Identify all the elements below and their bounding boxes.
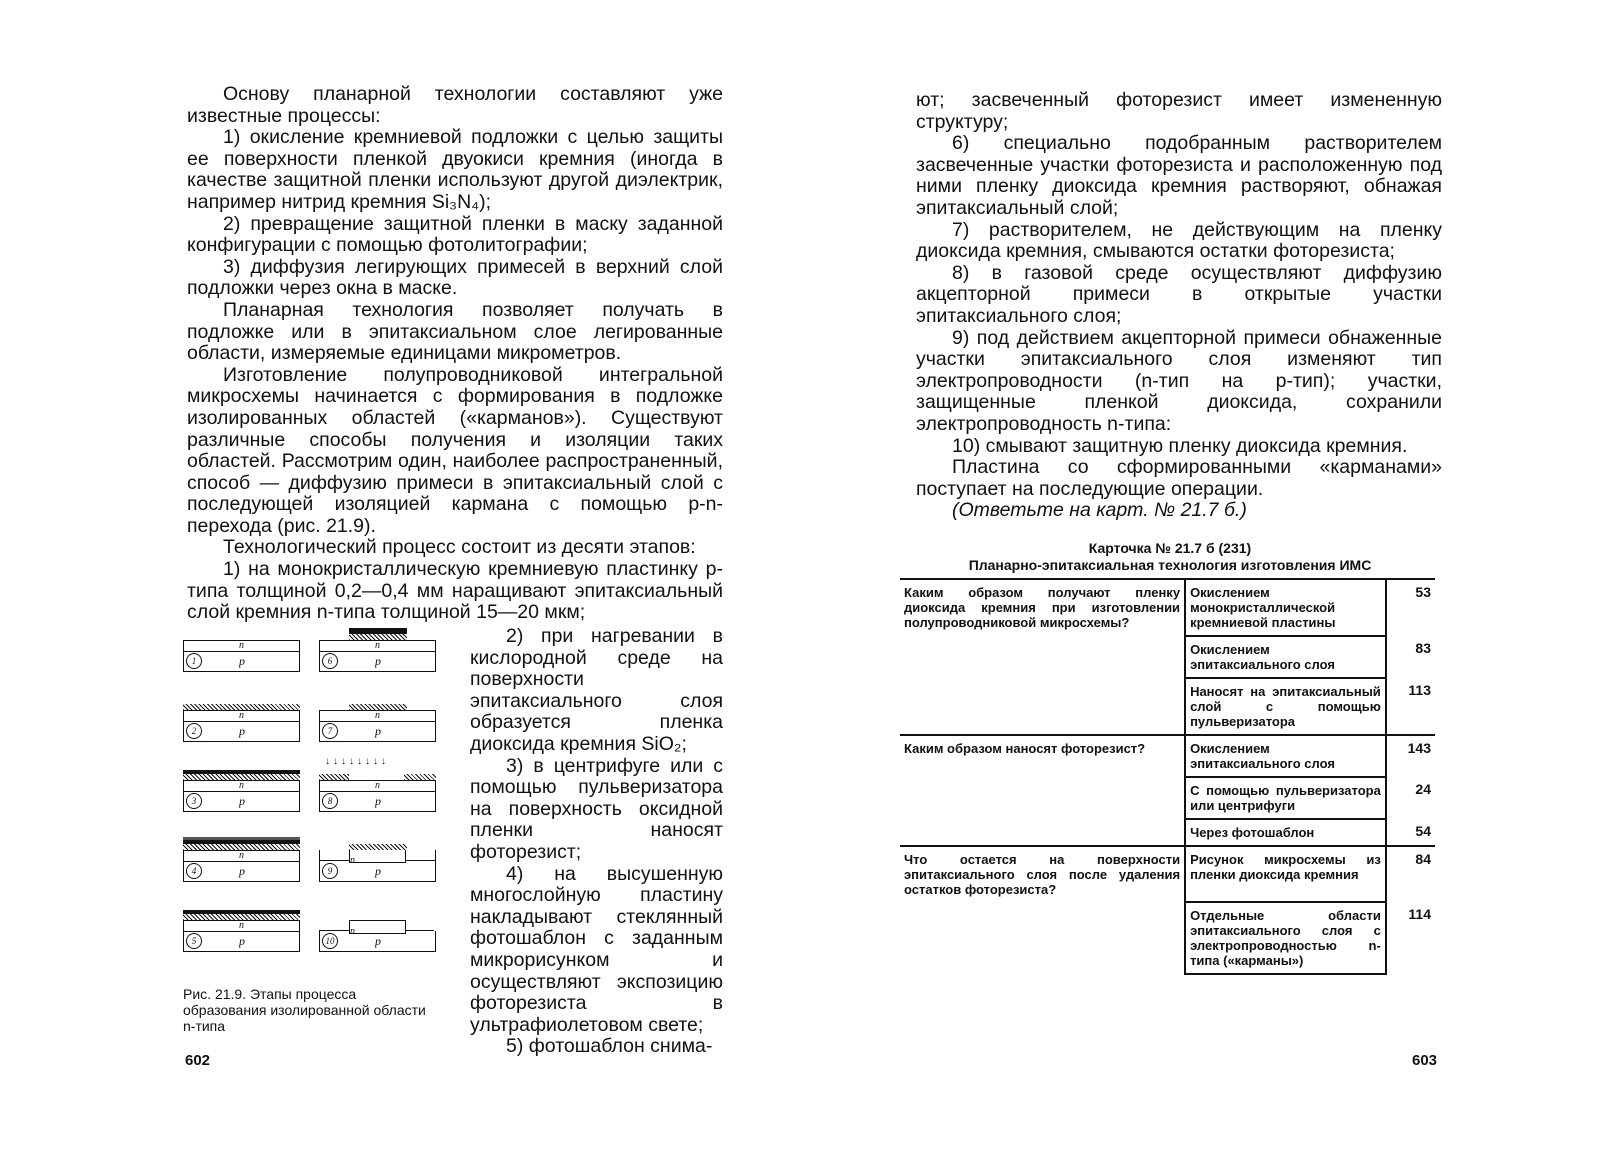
figure-stage (319, 910, 436, 956)
layer-n-label: n (350, 926, 355, 937)
answer-cell[interactable]: Окислением эпитаксиального слоя (1185, 636, 1386, 678)
table-row (900, 636, 1435, 678)
answer-code: 83 (1415, 640, 1431, 656)
layer-p-label: p (375, 654, 381, 668)
layer-n-label: n (183, 640, 300, 652)
layer-p-label: p (375, 724, 381, 738)
paragraph: 1) окисление кремниевой подложки с целью защиты ее поверхности пленкой двуокиси кремния (иногда в качестве защитной пленки используют другой диэлектрик, например нитрид кремния Si₃N₄); (187, 126, 723, 213)
answer-cell[interactable]: Наносят на эпитаксиальный слой с помощью пульверизатора (1185, 678, 1386, 735)
table-row (900, 777, 1435, 819)
stage-number: 3 (186, 793, 202, 809)
stage-number: 8 (322, 793, 338, 809)
question-cell (900, 902, 1185, 974)
layer-n-label: n (319, 640, 436, 652)
card-title: Карточка № 21.7 б (231) (1088, 540, 1252, 556)
question-card-table (900, 578, 1435, 975)
stage-number: 4 (186, 863, 202, 879)
answer-code: 84 (1386, 846, 1435, 902)
paragraph: 2) превращение защитной пленки в маску заданной конфигурации с помощью фотолитографии; (187, 212, 723, 257)
table-row (900, 846, 1435, 902)
answer-cell[interactable]: Через фотошаблон (1185, 819, 1386, 846)
answer-code: 113 (1408, 682, 1431, 698)
table-row (900, 819, 1435, 846)
answer-code: 53 (1386, 579, 1435, 636)
figure-caption: Рис. 21.9. Этапы процесса образования изолированной области n-типа (183, 986, 426, 1034)
answer-code: 24 (1415, 781, 1431, 797)
left-main-text (187, 84, 723, 624)
question-cell (900, 636, 1185, 678)
card-subtitle: Планарно-эпитаксиальная технология изготовления ИМС (968, 557, 1372, 573)
stage-number: 2 (186, 723, 202, 739)
answer-code: 54 (1415, 823, 1431, 839)
question-cell: Что остается на поверхности эпитаксиального слоя после удаления остатков фоторезиста? (900, 846, 1185, 902)
paragraph: 10) смывают защитную пленку диоксида кремния. (952, 434, 1408, 457)
answer-cell[interactable]: Окислением эпитаксиального слоя (1185, 735, 1386, 777)
answer-cell[interactable]: Отдельные области эпитаксиального слоя с электропроводностью n-типа («карманы») (1185, 902, 1386, 974)
table-row (900, 735, 1435, 777)
layer-p-label: p (239, 794, 245, 808)
table-row (900, 902, 1435, 974)
question-cell (900, 819, 1185, 846)
figure-stage (319, 630, 436, 676)
figure-stage (319, 840, 436, 886)
figure-stage (183, 910, 300, 956)
paragraph: 7) растворителем, не действующим на пленку диоксида кремния, смываются остатки фоторезиста; (916, 218, 1442, 263)
question-cell (900, 678, 1185, 735)
answer-code: 143 (1386, 735, 1435, 777)
paragraph: Планарная технология позволяет получать в подложке или в эпитаксиальном слое легированные области, измеряемые единицами микрометров. (187, 298, 723, 365)
stage-number: 6 (322, 653, 338, 669)
paragraph: ют; засвеченный фоторезист имеет измененную структуру; (916, 89, 1442, 133)
layer-n-label: n (183, 710, 300, 722)
layer-p-label: p (375, 794, 381, 808)
answer-code: 114 (1408, 906, 1431, 922)
table-row (900, 678, 1435, 735)
paragraph: Технологический процесс состоит из десяти этапов: (223, 536, 696, 559)
paragraph: 4) на высушенную многослойную пластину накладывают стеклянный фотошаблон с заданным микрорисунком и осуществляют экспозицию фоторезиста в ультрафиолетовом свете; (470, 862, 723, 1036)
right-main-text (916, 90, 1442, 522)
layer-p-label: p (375, 864, 381, 878)
paragraph: 8) в газовой среде осуществляют диффузию акцепторной примеси в открытые участки эпитаксиального слоя; (916, 261, 1442, 327)
paragraph: 3) в центрифуге или с помощью пульверизатора на поверхность оксидной пленки наносят фоторезист; (470, 754, 723, 863)
layer-n-label: n (183, 920, 300, 932)
figure-stage (183, 840, 300, 886)
answer-cell[interactable]: Окислением монокристаллической кремниевой пластины (1185, 579, 1386, 636)
layer-n-label: n (183, 780, 300, 792)
left-page (0, 0, 800, 1171)
question-cell (900, 777, 1185, 819)
diffusion-arrows-icon: ↓↓↓↓↓↓↓↓ (325, 756, 389, 767)
layer-p-label: p (239, 934, 245, 948)
paragraph: 1) на монокристаллическую кремниевую пластинку p-типа толщиной 0,2—0,4 мм наращивают эпитаксиальный слой кремния n-типа толщиной 15—20 мкм; (187, 558, 723, 624)
layer-n-label: n (350, 855, 355, 866)
paragraph: 5) фотошаблон снима- (506, 1035, 713, 1058)
paragraph: 6) специально подобранным растворителем засвеченные участки фоторезиста и расположенную под ними пленку диоксида кремния растворяют, обнажая эпитаксиальный слой; (916, 132, 1442, 219)
left-narrow-text (470, 626, 723, 1058)
card-heading (900, 540, 1440, 574)
figure-stage (319, 700, 436, 746)
answer-cell[interactable]: Рисунок микросхемы из пленки диоксида кремния (1185, 846, 1386, 902)
stage-number: 10 (322, 933, 338, 949)
answer-cell[interactable]: С помощью пульверизатора или центрифуги (1185, 777, 1386, 819)
paragraph: 3) диффузия легирующих примесей в верхний слой подложки через окна в маске. (187, 255, 723, 300)
paragraph: Основу планарной технологии составляют уже известные процессы: (187, 83, 723, 127)
answer-note: (Ответьте на карт. № 21.7 б.) (952, 499, 1247, 522)
layer-n-label: n (183, 850, 300, 862)
question-cell: Каким образом получают пленку диоксида кремния при изготовлении полупроводниковой микросхемы? (900, 579, 1185, 636)
stage-number: 9 (322, 863, 338, 879)
layer-n-label: n (319, 710, 436, 722)
layer-p-label: p (375, 934, 381, 948)
figure-stage (183, 700, 300, 746)
layer-p-label: p (239, 654, 245, 668)
process-stages-figure (183, 630, 453, 980)
question-cell: Каким образом наносят фоторезист? (900, 735, 1185, 777)
layer-n-label: n (319, 780, 436, 792)
figure-stage (319, 756, 436, 816)
figure-stage (183, 770, 300, 816)
page-number: 602 (185, 1052, 211, 1069)
stage-number: 5 (186, 933, 202, 949)
paragraph: 2) при нагревании в кислородной среде на поверхности эпитаксиального слоя образуется пленка диоксида кремния SiO₂; (470, 625, 723, 755)
table-row (900, 579, 1435, 636)
stage-number: 1 (186, 653, 202, 669)
figure-stage (183, 630, 300, 676)
page-number: 603 (1412, 1052, 1438, 1069)
paragraph: Изготовление полупроводниковой интегральной микросхемы начинается с формирования в подложке изолированных областей («карманов»). Существуют различные способы получения и изоляции таких областей. Рассмотрим один, наиболее распространенный, способ — диффузию примеси в эпитаксиальный слой с последующей изоляцией кармана с помощью p-n-перехода (рис. 21.9). (187, 363, 723, 537)
stage-number: 7 (322, 723, 338, 739)
layer-p-label: p (239, 724, 245, 738)
paragraph: Пластина со сформированными «карманами» поступает на последующие операции. (916, 456, 1442, 500)
layer-p-label: p (239, 864, 245, 878)
paragraph: 9) под действием акцепторной примеси обнаженные участки эпитаксиального слоя изменяют тип электропроводности (n-тип на p-тип); участки, защищенные пленкой диоксида, сохранили электропроводность n-типа: (916, 326, 1442, 435)
